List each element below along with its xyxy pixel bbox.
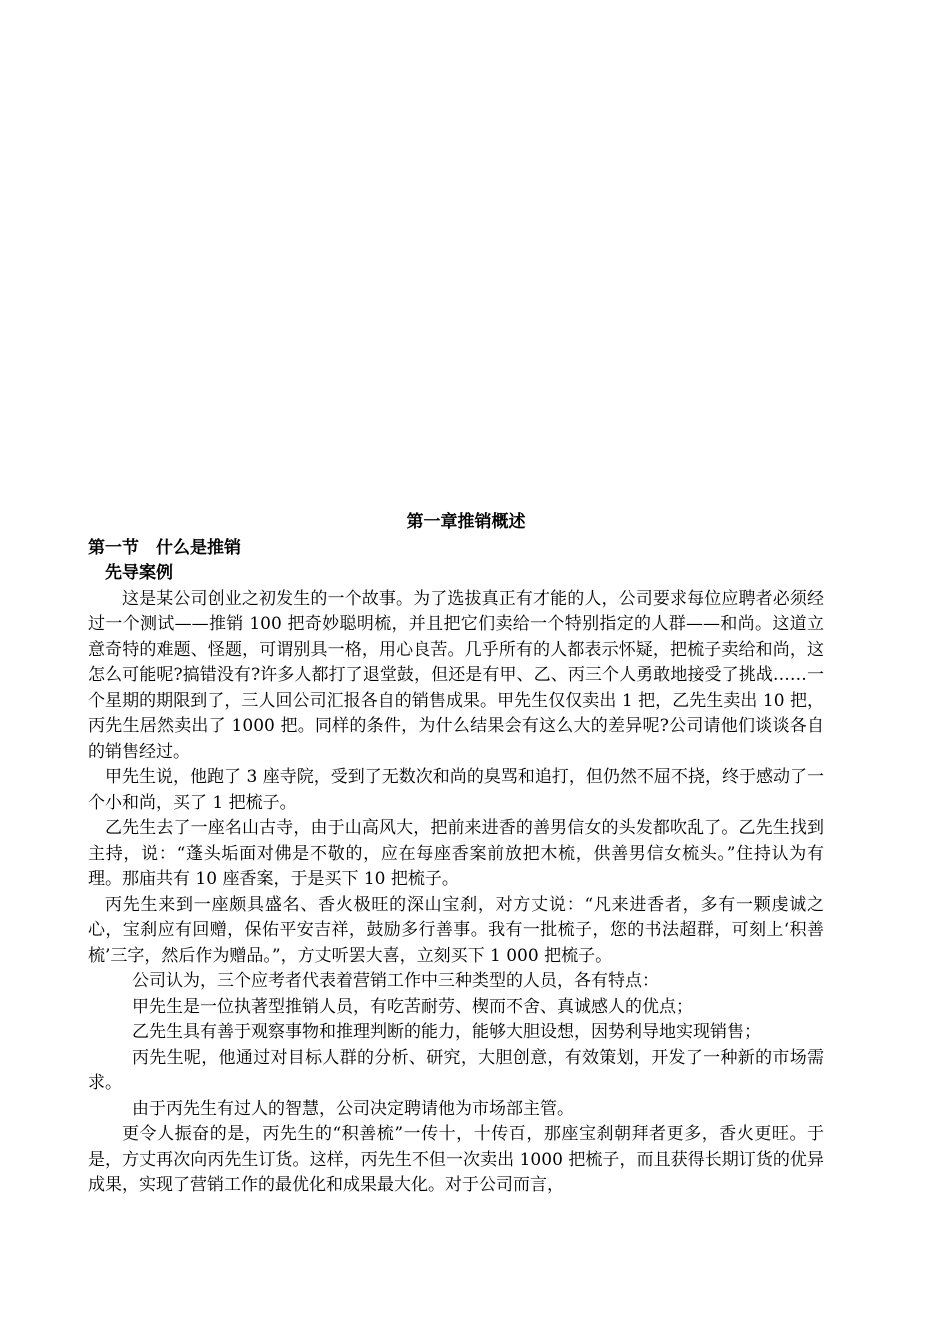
paragraph-mr-jia: 甲先生说，他跑了 3 座寺院，受到了无数次和尚的臭骂和追打，但仍然不屈不挠，终于感动了一个小和尚，买了 1 把梳子。 — [88, 767, 824, 813]
paragraph-jia-type: 甲先生是一位执著型推销人员，有吃苦耐劳、楔而不舍、真诚感人的优点； — [132, 996, 693, 1017]
paragraph-outcome: 更令人振奋的是，丙先生的“积善梳”一传十，十传百，那座宝刹朝拜者更多，香火更旺。于是，方丈再次向丙先生订货。这样，丙先生不但一次卖出 1000 把梳子，而且获得长期订货的优异成果，实现了营销工作的最优化和成果最大化。对于公司而言， — [88, 1124, 824, 1195]
paragraph-intro: 这是某公司创业之初发生的一个故事。为了选拔真正有才能的人，公司要求每位应聘者必须经过一个测试——推销 100 把奇妙聪明梳，并且把它们卖给一个特别指定的人群——和尚。这道立意奇特的难题、怪题，可谓别具一格，用心良苦。几乎所有的人都表示怀疑，把梳子卖给和尚，这怎么可能呢?搞错没有?许多人都打了退堂鼓，但还是有甲、乙、丙三个人勇敢地接受了挑战……一个星期的期限到了，三人回公司汇报各自的销售成果。甲先生仅仅卖出 1 把，乙先生卖出 10 把，丙先生居然卖出了 1000 把。同样的条件，为什么结果会有这么大的差异呢?公司请他们谈谈各自的销售经过。 — [88, 588, 824, 762]
paragraph-company-view: 公司认为，三个应考者代表着营销工作中三种类型的人员，各有特点： — [132, 971, 659, 991]
chapter-title: 第一章推销概述 — [406, 512, 526, 532]
paragraph-hire-decision: 由于丙先生有过人的智慧，公司决定聘请他为市场部主管。 — [132, 1098, 574, 1119]
paragraph-mr-bing: 丙先生来到一座颇具盛名、香火极旺的深山宝刹，对方丈说：“凡来进香者，多有一颗虔诚之心，宝刹应有回赠，保佑平安吉祥，鼓励多行善事。我有一批梳子，您的书法超群，可刻上‘积善梳’三字，然后作为赠品。”，方丈听罢大喜，立刻买下 1 000 把梳子。 — [88, 894, 824, 966]
paragraph-bing-type: 丙先生呢，他通过对目标人群的分析、研究，大胆创意，有效策划，开发了一种新的市场需求。 — [88, 1047, 824, 1093]
paragraph-mr-yi: 乙先生去了一座名山古寺，由于山高风大，把前来进香的善男信女的头发都吹乱了。乙先生找到主持，说：“蓬头垢面对佛是不敬的，应在每座香案前放把木梳，供善男信女梳头。”住持认为有理。那庙共有 10 座香案，于是买下 10 把梳子。 — [88, 818, 824, 889]
paragraph-yi-type: 乙先生具有善于观察事物和推理判断的能力，能够大胆设想，因势利导地实现销售； — [132, 1022, 761, 1042]
section-title: 第一节 什么是推销 — [88, 537, 241, 558]
subsection-title: 先导案例 — [105, 563, 173, 583]
document-page — [88, 510, 824, 1199]
